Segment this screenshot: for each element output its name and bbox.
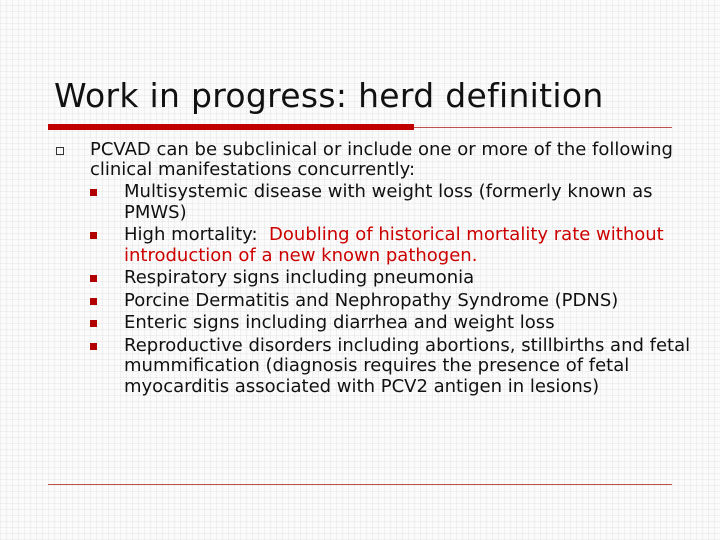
- slide-title: Work in progress: herd definition: [54, 76, 604, 115]
- sub-bullet-text: Multisystemic disease with weight loss (formerly known as PMWS): [124, 181, 653, 223]
- slide-body: [56, 140, 696, 397]
- filled-square-bullet-icon: [90, 320, 97, 327]
- sub-bullet-respiratory: [90, 268, 696, 289]
- filled-square-bullet-icon: [90, 232, 97, 239]
- sub-bullet-text: Respiratory signs including pneumonia: [124, 267, 475, 288]
- filled-square-bullet-icon: [90, 343, 97, 350]
- title-underline-accent: [48, 124, 414, 130]
- filled-square-bullet-icon: [90, 298, 97, 305]
- sub-bullet-text: Porcine Dermatitis and Nephropathy Syndrome (PDNS): [124, 289, 619, 311]
- filled-square-bullet-icon: [90, 275, 97, 282]
- sub-bullet-text: Enteric signs including diarrhea and weight loss: [124, 312, 555, 333]
- sub-bullet-highlight: Doubling of historical mortality rate without introduction of a new known pathogen.: [124, 224, 664, 266]
- filled-square-bullet-icon: [90, 189, 97, 196]
- sub-bullet-multisystemic: [90, 182, 696, 223]
- sub-bullet-reproductive: [90, 336, 696, 398]
- sub-bullet-text: Reproductive disorders including abortions, stillbirths and fetal mummification (diagnosis requires the presence of fetal myocarditis associated with PCV2 antigen in lesions): [124, 334, 691, 397]
- sub-bullet-enteric: [90, 313, 696, 334]
- sub-bullet-pdns: [90, 291, 696, 312]
- footer-rule: [48, 484, 672, 485]
- sub-bullet-high-mortality: [90, 225, 696, 266]
- hollow-square-bullet-icon: [56, 147, 64, 155]
- sub-bullet-prefix: High mortality:: [124, 224, 270, 245]
- main-bullet-text: PCVAD can be subclinical or include one or more of the following clinical manifestations concurrently:: [90, 139, 673, 180]
- main-bullet: [56, 140, 696, 397]
